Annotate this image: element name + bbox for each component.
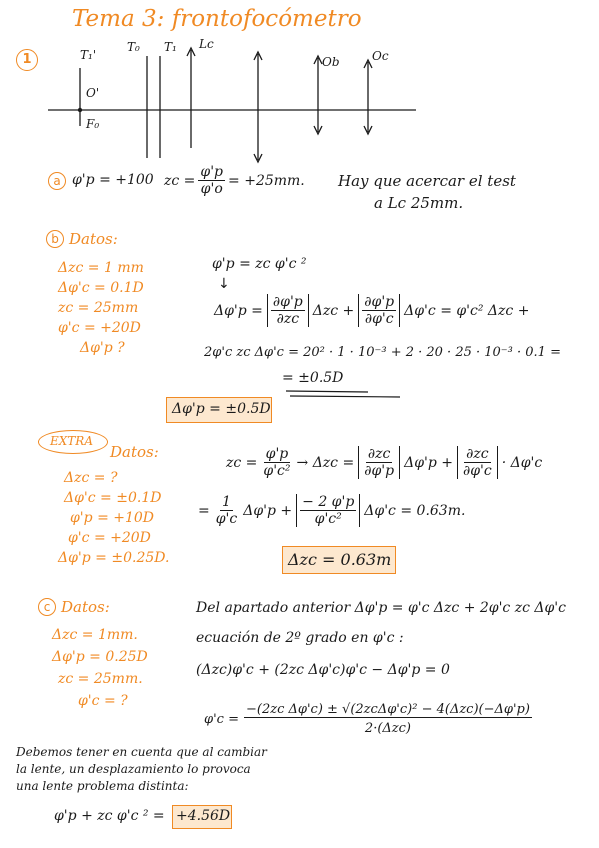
part-c-heading: c Datos: [38, 598, 110, 616]
part-a-marker: a [48, 170, 66, 190]
label-t1-prime: T₁' [80, 48, 97, 62]
part-c-final-result: +4.56D [176, 808, 231, 824]
label-f0: F₀ [86, 117, 100, 131]
part-c-line3: (Δzc)φ'c + (2zc Δφ'c)φ'c − Δφ'p = 0 [196, 662, 450, 678]
extra-marker: EXTRA [50, 434, 94, 448]
part-b-line3: 2φ'c zc Δφ'c = 20² · 1 · 10⁻³ + 2 · 20 · 25 · 10⁻³ · 0.1 = [204, 345, 561, 360]
label-t0: T₀ [127, 40, 140, 54]
extra-data: Δzc = ? Δφ'c = ±0.1D φ'p = +10D φ'c = +20D Δφ'p = ±0.25D. [58, 470, 170, 566]
part-c-line2: ecuación de 2º grado en φ'c : [196, 630, 404, 646]
part-a-note-2: a Lc 25mm. [374, 194, 464, 212]
label-t1: T₁ [164, 40, 177, 54]
extra-result: Δzc = 0.63m [288, 550, 392, 569]
part-b-double-underline [284, 389, 404, 399]
part-a-eq2: zc = $\frac{\varphi'p}{\varphi'o}$ = +25mm. [164, 164, 305, 197]
label-ob: Ob [322, 55, 340, 69]
part-b-data: Δzc = 1 mm Δφ'c = 0.1D zc = 25mm φ'c = +20D Δφ'p ? [58, 260, 144, 356]
part-a-eq1: φ'p = +100 [72, 172, 154, 188]
page-title: Tema 3: frontofocómetro [72, 6, 362, 32]
part-c-note: Debemos tener en cuenta que al cambiar la lente, un desplazamiento lo provoca una lente problema distinta: [16, 745, 267, 793]
part-c-line1: Del apartado anterior Δφ'p = φ'c Δzc + 2φ'c zc Δφ'c [196, 600, 566, 616]
part-c-final-lhs: φ'p + zc φ'c ² = [54, 808, 165, 824]
part-b-result: Δφ'p = ±0.5D [172, 401, 271, 417]
part-a-note-1: Hay que acercar el test [338, 172, 516, 190]
part-b-formula: φ'p = zc φ'c ² [212, 256, 307, 272]
part-b-line4: = ±0.5D [282, 370, 344, 386]
extra-derivative: zc = $\frac{\varphi'p}{\text{φ'c²}}$ → Δzc = $\frac{\partial zc}{\partial\varphi'p}$ Δφ'p + $\frac{\partial zc}{\partial\varphi'c}$ · Δφ'c [226, 446, 543, 479]
label-o-prime: O' [86, 86, 100, 100]
label-oc: Oc [372, 49, 389, 63]
extra-heading: Datos: [110, 443, 159, 461]
extra-line2: = $\frac{1}{\varphi'c}$ Δφ'p + $\frac{- 2 \varphi'p}{\text{φ'c²}}$ Δφ'c = 0.63m. [198, 494, 466, 527]
problem-number: 1 [16, 48, 38, 71]
label-lc: Lc [199, 37, 214, 51]
part-c-data: Δzc = 1mm. Δφ'p = 0.25D zc = 25mm. φ'c = ? [52, 627, 148, 709]
part-c-quadratic: φ'c = $\frac{\text{−(2zc Δφ'c) ± √(2zcΔφ'c)² − 4(Δzc)(−Δφ'p)}}{\text{2·(Δzc)}}$ [204, 702, 530, 736]
f0-point [78, 108, 82, 112]
part-b-derivative: Δφ'p = $\frac{\partial\varphi'p}{\partial zc}$ Δzc + $\frac{\partial\varphi'p}{\partial\varphi'c}$ Δφ'c = φ'c² Δzc + [214, 294, 530, 327]
optical-bench-diagram [40, 40, 420, 170]
part-b-arrow: ↓ [218, 276, 230, 292]
part-b-heading: b Datos: [46, 230, 118, 248]
